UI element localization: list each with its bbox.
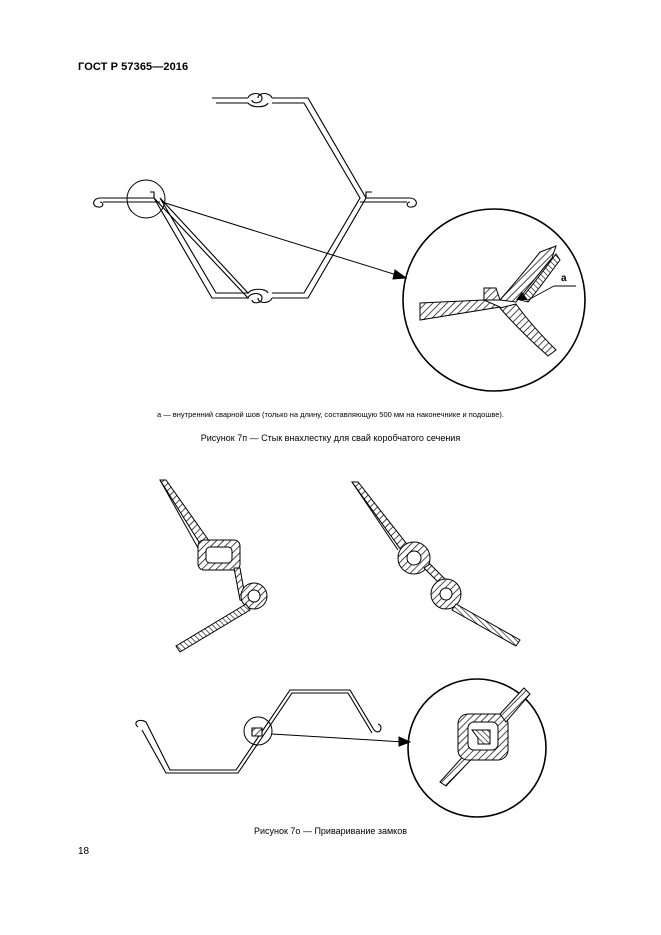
- lock-detail-enlarged: [408, 679, 546, 817]
- weld-detail-label: а: [561, 273, 567, 284]
- lock-joint-right: [352, 482, 520, 646]
- figure-7n-caption: Рисунок 7п — Стык внахлестку для свай коробчатого сечения: [200, 433, 461, 443]
- page-number: 18: [78, 846, 90, 857]
- detail-leader-arrow-7o: [272, 734, 410, 746]
- sheet-pile-profile: [136, 690, 381, 773]
- figure-7o-caption: Рисунок 7о — Приваривание замков: [253, 826, 407, 836]
- lock-joint-left: [160, 480, 267, 652]
- figure-7n-note: а — внутренний сварной шов (только на длину, составляющую 500 мм на наконечнике и подошве).: [156, 410, 505, 419]
- document-header: ГОСТ Р 57365—2016: [78, 61, 189, 73]
